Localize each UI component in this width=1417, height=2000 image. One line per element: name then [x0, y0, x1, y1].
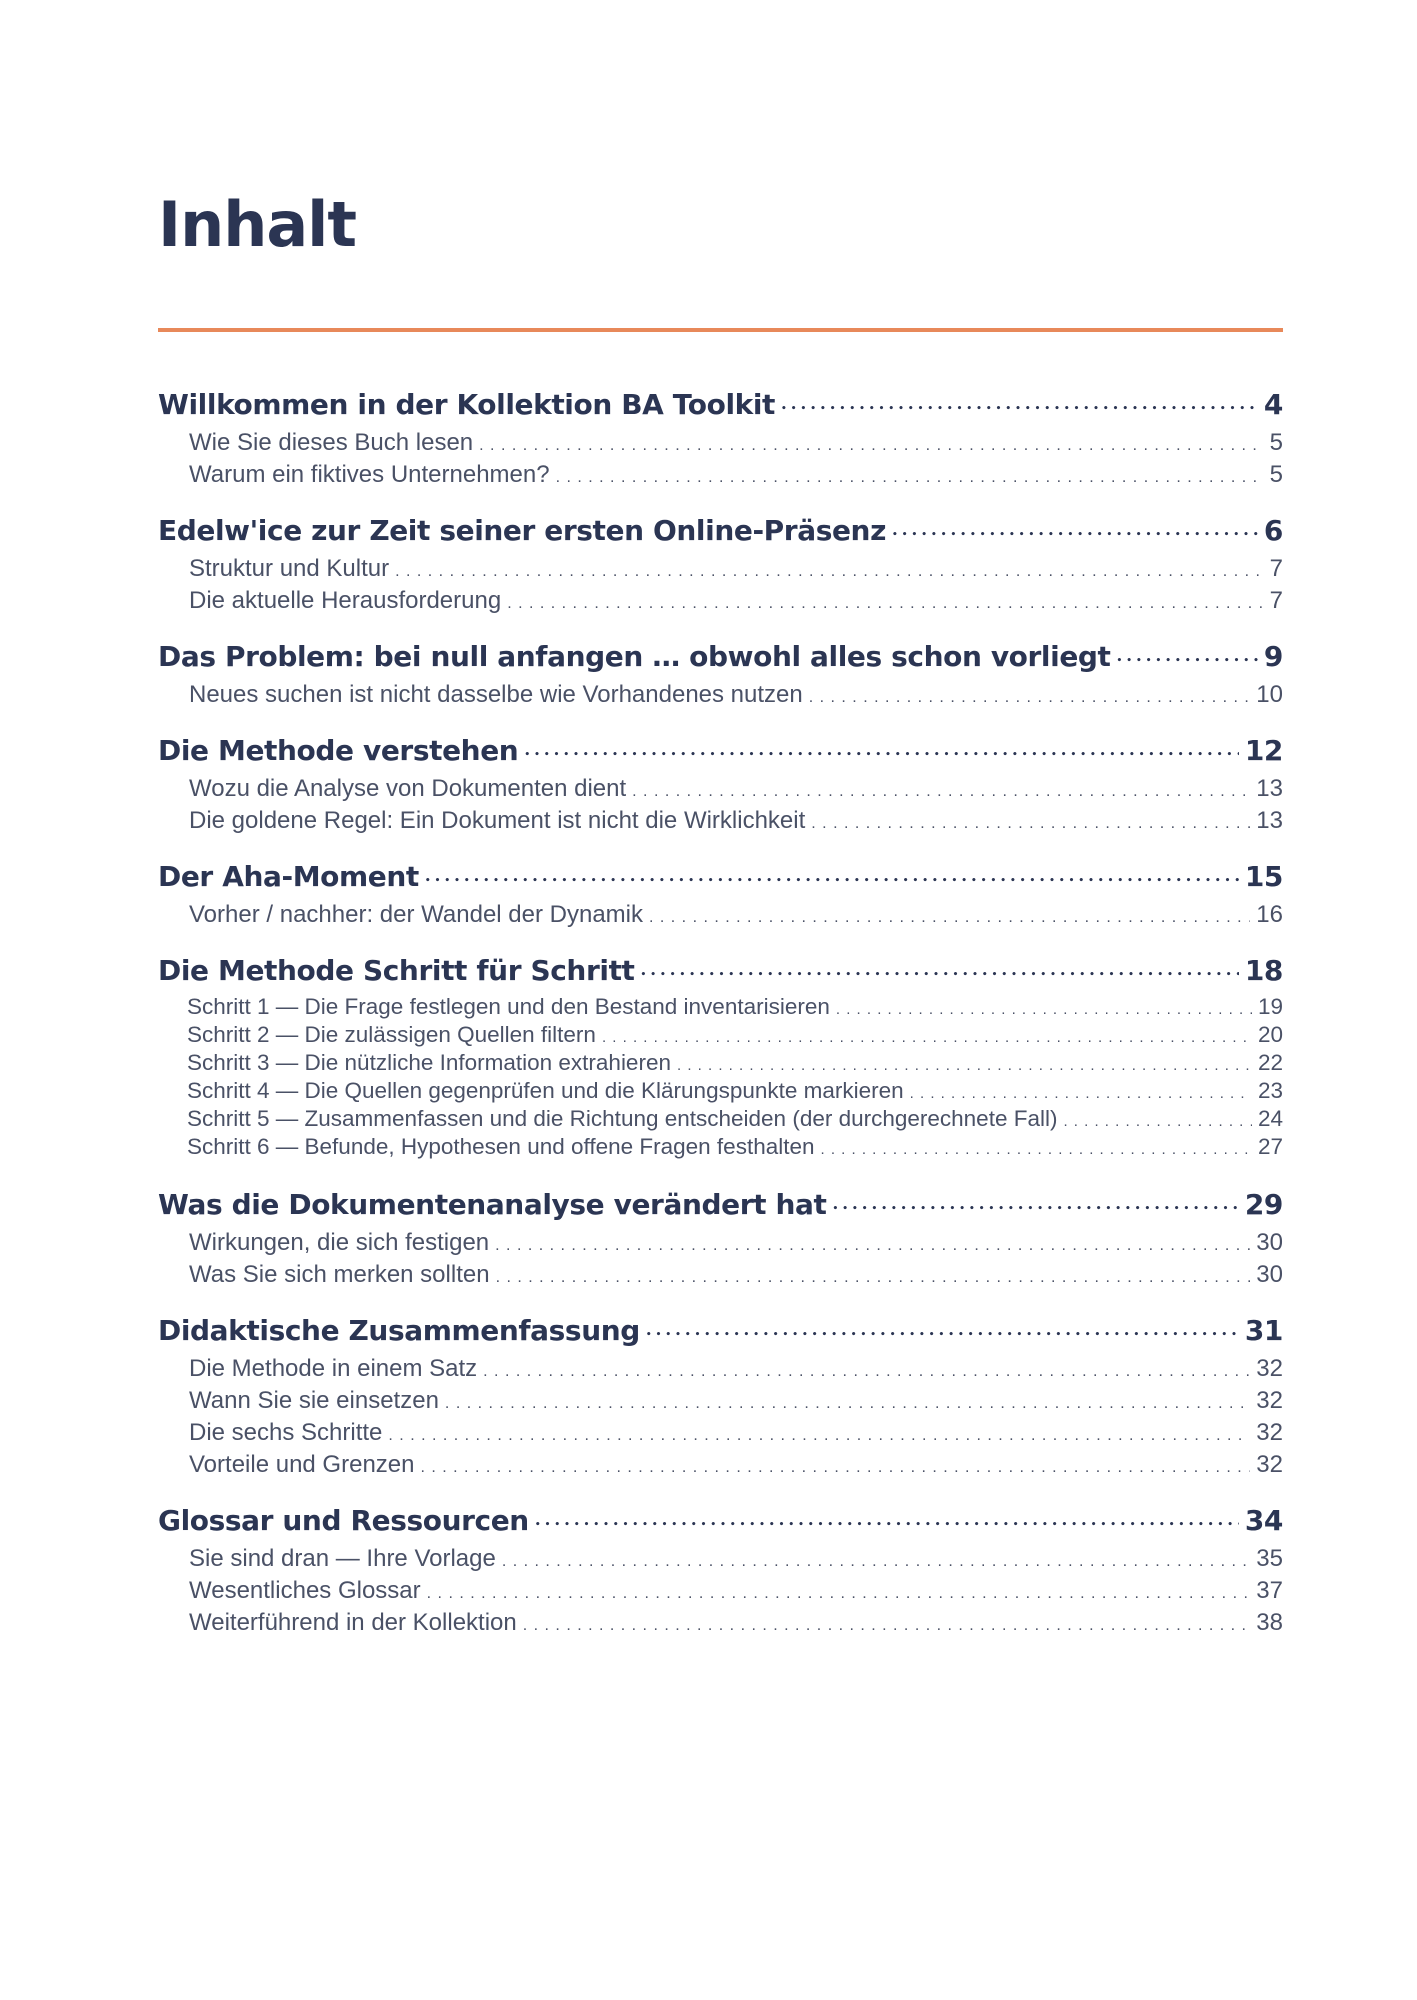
- dot-leader: [507, 589, 1263, 618]
- dot-leader: [632, 777, 1250, 806]
- dot-leader: [523, 1611, 1251, 1640]
- dot-leader: [425, 861, 1239, 900]
- toc-subentry-page: 38: [1256, 1609, 1283, 1636]
- dot-leader: [535, 1505, 1239, 1544]
- dot-leader: [479, 431, 1263, 460]
- dot-leader: [1117, 641, 1258, 680]
- dot-leader: [821, 1137, 1252, 1162]
- toc-entry-title: Der Aha-Moment: [158, 860, 419, 893]
- toc-entry[interactable]: [158, 638, 1283, 680]
- toc-section: [158, 952, 1283, 1162]
- dot-leader: [781, 389, 1258, 428]
- toc-subentry[interactable]: [158, 680, 1283, 712]
- dot-leader: [395, 557, 1264, 586]
- toc-subentry-title: Wozu die Analyse von Dokumenten dient: [189, 775, 627, 802]
- toc-subentry-page: 10: [1256, 681, 1283, 708]
- toc-entry-page: 12: [1244, 734, 1283, 767]
- toc-entry[interactable]: [158, 1312, 1283, 1354]
- dot-leader: [427, 1579, 1251, 1608]
- dot-leader: [495, 1231, 1250, 1260]
- toc-subentry[interactable]: [158, 1260, 1283, 1292]
- dot-leader: [483, 1357, 1250, 1386]
- toc-step-entry[interactable]: [158, 1106, 1283, 1134]
- toc-section: [158, 1186, 1283, 1292]
- toc-subentry-title: Neues suchen ist nicht dasselbe wie Vorhandenes nutzen: [189, 681, 803, 708]
- toc-step-title: Schritt 2 — Die zulässigen Quellen filtern: [187, 1022, 596, 1047]
- toc-entry[interactable]: [158, 858, 1283, 900]
- dot-leader: [1063, 1109, 1252, 1134]
- toc-entry-page: 29: [1244, 1188, 1283, 1221]
- dot-leader: [502, 1547, 1250, 1576]
- toc-subentry-page: 32: [1256, 1419, 1283, 1446]
- toc-subentry-page: 32: [1256, 1451, 1283, 1478]
- toc-step-page: 24: [1257, 1106, 1283, 1131]
- toc-subentry[interactable]: [158, 1450, 1283, 1482]
- dot-leader: [677, 1053, 1252, 1078]
- toc-subentry-page: 13: [1256, 775, 1283, 802]
- toc-step-page: 23: [1257, 1078, 1283, 1103]
- toc-subentry-page: 32: [1256, 1355, 1283, 1382]
- toc-subentry-title: Vorher / nachher: der Wandel der Dynamik: [189, 901, 643, 928]
- toc-section: [158, 732, 1283, 838]
- toc-subentry[interactable]: [158, 1418, 1283, 1450]
- toc-subentry-title: Struktur und Kultur: [189, 555, 390, 582]
- toc-entry[interactable]: [158, 952, 1283, 994]
- toc-subentry-title: Vorteile und Grenzen: [189, 1451, 415, 1478]
- toc-step-title: Schritt 5 — Zusammenfassen und die Richtung entscheiden (der durchgerechnete Fall): [187, 1106, 1058, 1131]
- toc-subentry[interactable]: [158, 1544, 1283, 1576]
- toc-subentry[interactable]: [158, 1576, 1283, 1608]
- toc-subentry-page: 16: [1256, 901, 1283, 928]
- toc-step-page: 19: [1257, 994, 1283, 1019]
- toc-subentry-page: 5: [1269, 461, 1283, 488]
- toc-section: [158, 386, 1283, 492]
- toc-entry-title: Edelw'ice zur Zeit seiner ersten Online-Präsenz: [158, 514, 886, 547]
- toc-step-entry[interactable]: [158, 994, 1283, 1022]
- dot-leader: [641, 955, 1239, 994]
- toc-subentry-title: Was Sie sich merken sollten: [189, 1261, 490, 1288]
- toc-step-entry[interactable]: [158, 1022, 1283, 1050]
- dot-leader: [420, 1453, 1250, 1482]
- toc-step-title: Schritt 1 — Die Frage festlegen und den Bestand inventarisieren: [187, 994, 830, 1019]
- toc-subentry-page: 37: [1256, 1577, 1283, 1604]
- dot-leader: [836, 997, 1252, 1022]
- toc-subentry[interactable]: [158, 586, 1283, 618]
- toc-subentry-title: Sie sind dran — Ihre Vorlage: [189, 1545, 496, 1572]
- toc-section: [158, 1312, 1283, 1482]
- dot-leader: [556, 463, 1264, 492]
- dot-leader: [910, 1081, 1252, 1106]
- toc-subentry-title: Wann Sie sie einsetzen: [189, 1387, 439, 1414]
- toc-step-title: Schritt 3 — Die nützliche Information extrahieren: [187, 1050, 671, 1075]
- dot-leader: [388, 1421, 1250, 1450]
- toc-entry-page: 34: [1244, 1504, 1283, 1537]
- toc-entry[interactable]: [158, 1502, 1283, 1544]
- toc-subentry-page: 30: [1256, 1229, 1283, 1256]
- dot-leader: [649, 903, 1250, 932]
- toc-subentry[interactable]: [158, 1386, 1283, 1418]
- toc-entry-title: Glossar und Ressourcen: [158, 1504, 529, 1537]
- toc-subentry[interactable]: [158, 428, 1283, 460]
- dot-leader: [496, 1263, 1251, 1292]
- page-title: Inhalt: [158, 188, 357, 261]
- toc-subentry[interactable]: [158, 554, 1283, 586]
- dot-leader: [445, 1389, 1250, 1418]
- toc-subentry-page: 32: [1256, 1387, 1283, 1414]
- toc-step-title: Schritt 6 — Befunde, Hypothesen und offene Fragen festhalten: [187, 1134, 815, 1159]
- toc-entry-title: Die Methode verstehen: [158, 734, 519, 767]
- dot-leader: [892, 515, 1258, 554]
- toc-entry-page: 31: [1244, 1314, 1283, 1347]
- toc-step-title: Schritt 4 — Die Quellen gegenprüfen und die Klärungspunkte markieren: [187, 1078, 904, 1103]
- title-divider: [158, 328, 1283, 332]
- dot-leader: [602, 1025, 1252, 1050]
- toc-subentry-page: 7: [1269, 587, 1283, 614]
- toc-subentry[interactable]: [158, 774, 1283, 806]
- dot-leader: [809, 683, 1251, 712]
- toc-subentry[interactable]: [158, 1608, 1283, 1640]
- toc-entry-title: Didaktische Zusammenfassung: [158, 1314, 640, 1347]
- toc-subentry[interactable]: [158, 1228, 1283, 1260]
- toc-entry[interactable]: [158, 512, 1283, 554]
- toc-entry-title: Willkommen in der Kollektion BA Toolkit: [158, 388, 776, 421]
- toc-entry-page: 15: [1244, 860, 1283, 893]
- toc-subentry-title: Wirkungen, die sich festigen: [189, 1229, 490, 1256]
- toc-step-entry[interactable]: [158, 1050, 1283, 1078]
- dot-leader: [832, 1189, 1238, 1228]
- toc-subentry-page: 7: [1269, 555, 1283, 582]
- toc-entry-page: 9: [1263, 640, 1283, 673]
- toc-subentry-title: Warum ein fiktives Unternehmen?: [189, 461, 550, 488]
- toc-entry-page: 18: [1244, 954, 1283, 987]
- toc-entry-title: Was die Dokumentenanalyse verändert hat: [158, 1188, 827, 1221]
- toc-subentry-title: Die sechs Schritte: [189, 1419, 383, 1446]
- table-of-contents: [158, 386, 1283, 1660]
- toc-entry-title: Das Problem: bei null anfangen … obwohl alles schon vorliegt: [158, 640, 1111, 673]
- toc-subentry-page: 35: [1256, 1545, 1283, 1572]
- toc-entry-page: 4: [1263, 388, 1283, 421]
- toc-subentry[interactable]: [158, 1354, 1283, 1386]
- toc-subentry[interactable]: [158, 460, 1283, 492]
- toc-subentry-title: Die aktuelle Herausforderung: [189, 587, 502, 614]
- toc-subentry-title: Die Methode in einem Satz: [189, 1355, 478, 1382]
- toc-step-page: 22: [1257, 1050, 1283, 1075]
- toc-subentry-page: 30: [1256, 1261, 1283, 1288]
- toc-entry[interactable]: [158, 1186, 1283, 1228]
- toc-entry-page: 6: [1263, 514, 1283, 547]
- toc-section: [158, 1502, 1283, 1640]
- dot-leader: [811, 809, 1250, 838]
- toc-step-entry[interactable]: [158, 1078, 1283, 1106]
- toc-subentry-page: 13: [1256, 807, 1283, 834]
- toc-entry[interactable]: [158, 732, 1283, 774]
- toc-subentry-page: 5: [1269, 429, 1283, 456]
- toc-subentry-title: Wie Sie dieses Buch lesen: [189, 429, 474, 456]
- toc-section: [158, 858, 1283, 932]
- toc-subentry[interactable]: [158, 900, 1283, 932]
- toc-subentry-title: Die goldene Regel: Ein Dokument ist nicht die Wirklichkeit: [189, 807, 806, 834]
- dot-leader: [646, 1315, 1239, 1354]
- toc-subentry-title: Wesentliches Glossar: [189, 1577, 421, 1604]
- toc-step-page: 27: [1257, 1134, 1283, 1159]
- toc-entry[interactable]: [158, 386, 1283, 428]
- toc-section: [158, 638, 1283, 712]
- toc-subentry[interactable]: [158, 806, 1283, 838]
- toc-step-entry[interactable]: [158, 1134, 1283, 1162]
- toc-subentry-title: Weiterführend in der Kollektion: [189, 1609, 517, 1636]
- toc-section: [158, 512, 1283, 618]
- dot-leader: [524, 735, 1239, 774]
- toc-step-page: 20: [1257, 1022, 1283, 1047]
- toc-entry-title: Die Methode Schritt für Schritt: [158, 954, 635, 987]
